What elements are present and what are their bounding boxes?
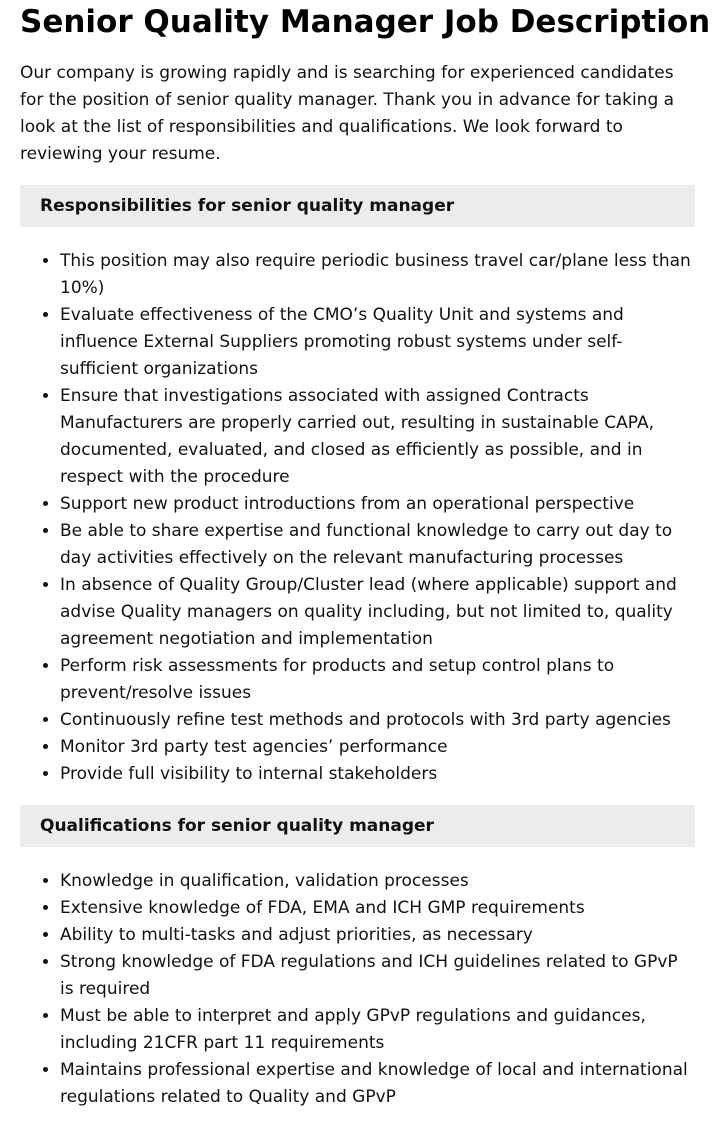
responsibilities-list: [20, 248, 695, 788]
responsibility-item: • Continuously refine test methods and protocols with 3rd party agencies: [60, 707, 695, 734]
qualifications-list: [20, 868, 695, 1111]
responsibility-item: • Be able to share expertise and functional knowledge to carry out day to day activities effectively on the relevant manufacturing processes: [60, 518, 695, 572]
qualification-item: • Knowledge in qualification, validation processes: [60, 868, 695, 895]
responsibility-item: • In absence of Quality Group/Cluster lead (where applicable) support and advise Quality managers on quality including, but not limited to, quality agreement negotiation and implementation: [60, 572, 695, 653]
qualification-item: • Extensive knowledge of FDA, EMA and ICH GMP requirements: [60, 895, 695, 922]
qualification-item: • Must be able to interpret and apply GPvP regulations and guidances, including 21CFR part 11 requirements: [60, 1003, 695, 1057]
qualifications-heading: Qualifications for senior quality manager: [20, 805, 695, 847]
qualification-item: • Maintains professional expertise and knowledge of local and international regulations related to Quality and GPvP: [60, 1057, 695, 1111]
responsibility-item: • Evaluate effectiveness of the CMO’s Quality Unit and systems and influence External Suppliers promoting robust systems under self-sufficient organizations: [60, 302, 695, 383]
responsibility-item: • Perform risk assessments for products and setup control plans to prevent/resolve issues: [60, 653, 695, 707]
responsibility-item: • This position may also require periodic business travel car/plane less than 10%): [60, 248, 695, 302]
page-title: Senior Quality Manager Job Description: [20, 4, 711, 40]
responsibility-item: • Monitor 3rd party test agencies’ performance: [60, 734, 695, 761]
responsibilities-heading: Responsibilities for senior quality manager: [20, 185, 695, 227]
responsibility-item: • Provide full visibility to internal stakeholders: [60, 761, 695, 788]
qualification-item: • Ability to multi-tasks and adjust priorities, as necessary: [60, 922, 695, 949]
responsibility-item: • Support new product introductions from an operational perspective: [60, 491, 695, 518]
qualification-item: • Strong knowledge of FDA regulations and ICH guidelines related to GPvP is required: [60, 949, 695, 1003]
intro-paragraph: Our company is growing rapidly and is searching for experienced candidates for the position of senior quality manager. Thank you in advance for taking a look at the list of responsibilities and qualifications. We look forward to reviewing your resume.: [20, 63, 675, 164]
responsibility-item: • Ensure that investigations associated with assigned Contracts Manufacturers are properly carried out, resulting in sustainable CAPA, documented, evaluated, and closed as efficiently as possible, and in respect with the procedure: [60, 383, 695, 491]
